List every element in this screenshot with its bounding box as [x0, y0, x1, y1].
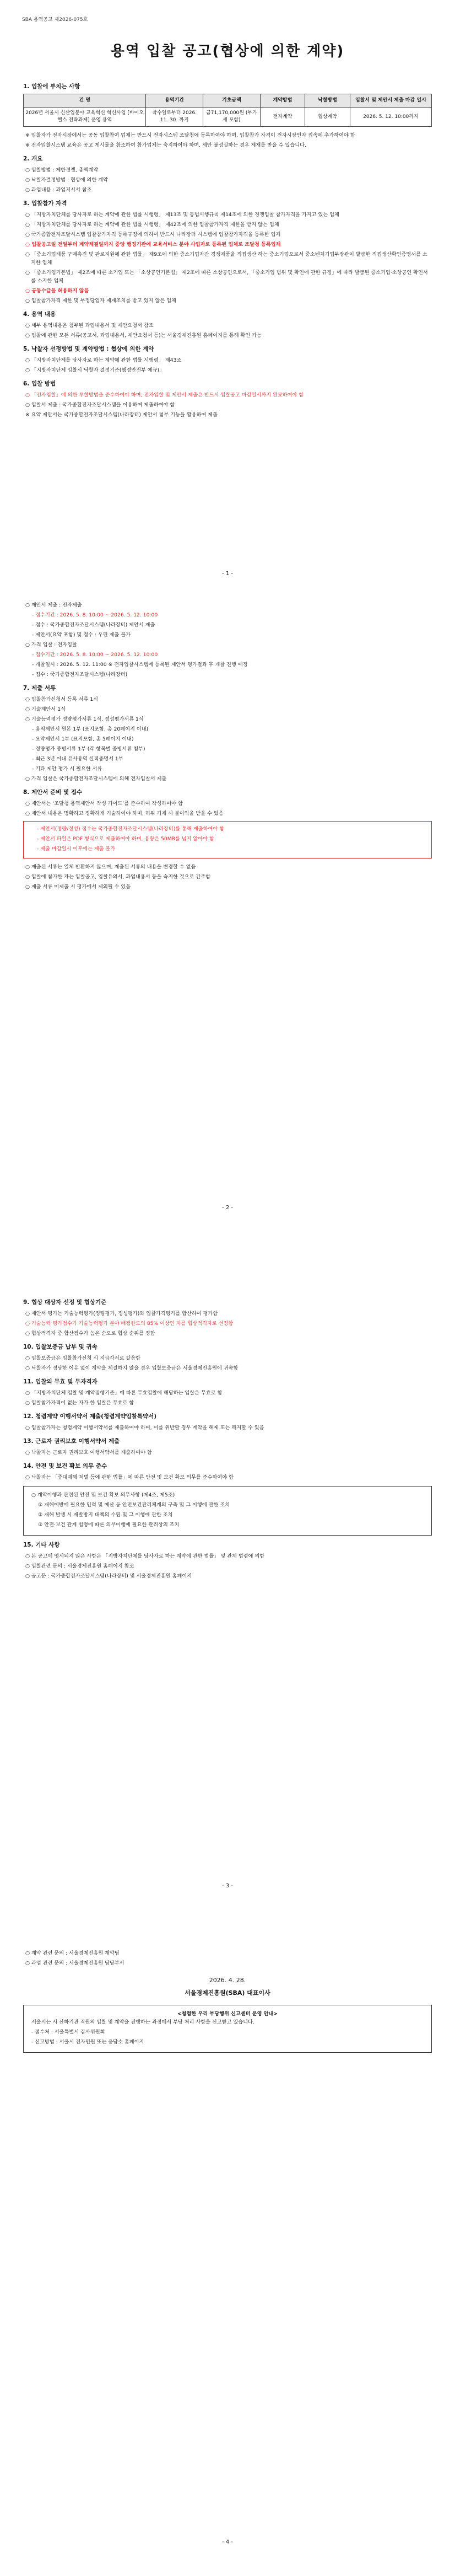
section-title: 9. 협상 대상자 선정 및 협상기준: [23, 1299, 107, 1306]
list-item: ○ 제안서 제출 : 전자제출: [25, 602, 82, 608]
table-cell: 전자계약: [260, 108, 305, 127]
section-title: 10. 입찰보증금 납부 및 귀속: [23, 1344, 98, 1350]
list-item: ○ 「중소기업기본법」 제2조에 따른 소기업 또는 「소상공인기본법」 제2조에 따른 소상공인으로서, 「중소기업 범위 및 확인에 관한 규정」에 따라 발급된 중소기업·소상공인 확인서를 소지한 업체: [25, 270, 428, 284]
table-header: 용역기간: [146, 94, 203, 108]
list-item: ○ 입찰참가자격 제한 및 부정당업자 제재조치를 받고 있지 않은 업체: [25, 298, 176, 304]
table-header-row: [24, 94, 432, 108]
list-item: ○ 입찰참가신청서 등록 서류 1식: [25, 696, 99, 702]
list-item: ○ 과업내용 : 과업지시서 참조: [25, 187, 92, 193]
list-item: ○ 협상적격자 중 합산점수가 높은 순으로 협상 순위를 정함: [25, 1330, 155, 1337]
list-item: ① 재해예방에 필요한 인력 및 예산 등 안전보건관리체계의 구축 및 그 이행에 관한 조치: [38, 1502, 230, 1508]
list-item: ○ 세부 용역내용은 첨부된 과업내용서 및 제안요청서 참조: [25, 323, 154, 329]
section-title: 12. 청렴계약 이행서약서 제출(청렴계약입찰특약서): [23, 1413, 157, 1420]
bid-info-table: [23, 94, 432, 127]
list-item: - 개찰일시 : 2026. 5. 12. 11:00 ※ 전자입찰시스템에 등록된 제안서 평가결과 후 개찰 진행 예정: [32, 662, 248, 668]
list-item: ○ 가격 입찰 : 전자입찰: [25, 642, 77, 648]
document-number: SBA 용역공고 제2026-075호: [22, 17, 88, 23]
list-item: ○ 「지방자치단체 입찰 및 계약집행기준」에 따른 무효입찰에 해당하는 입찰은 무효로 함: [25, 1390, 223, 1396]
list-item: ○ 「지방자치단체 입찰시 낙찰자 결정기준(행정안전부 예규)」: [25, 367, 165, 373]
list-item: - 제안서(요약 포함) 및 접수 : 우편 제출 불가: [32, 632, 131, 638]
page-number: - 4 -: [222, 2539, 233, 2545]
list-item: - 요약제안서 1부 (표지포함, 총 5페이지 이내): [32, 736, 134, 742]
list-item: - 접수 : 국가종합전자조달시스템(나라장터) 제안서 제출: [32, 622, 155, 628]
list-item: ○ 「지방자치단체를 당사자로 하는 계약에 관한 법률 시행령」 제42조에 의한 입찰참가자격 제한을 받지 않는 업체: [25, 222, 279, 228]
list-item: ○ 계약 관련 문의 : 서울경제진흥원 계약팀: [25, 1950, 120, 1956]
page-title: 용역 입찰 공고(협상에 의한 계약): [110, 43, 345, 60]
list-item: 서울시는 시 산하기관 직원의 입찰 및 계약을 진행하는 과정에서 부당 처리 사항을 신고받고 있습니다.: [31, 2019, 254, 2025]
list-item: ○ 기술능력평가 정량평가서류 1식, 정성평가서류 1식: [25, 716, 144, 722]
list-item: ○ 과업 관련 문의 : 서울경제진흥원 담당부서: [25, 1960, 124, 1966]
list-item: ○ 낙찰자는 「중대재해 처벌 등에 관한 법률」에 따른 안전 및 보건 확보 의무를 준수하여야 함: [25, 1474, 234, 1480]
section-title: 7. 제출 서류: [23, 685, 56, 691]
section-title: 3. 입찰참가 자격: [23, 200, 67, 207]
box-title: <청렴한 우리 부당행위 신고센터 운영 안내>: [177, 2011, 278, 2017]
list-item: - 접수처 : 서울특별시 감사위원회: [31, 2029, 105, 2035]
list-item: ○ 입찰보증금은 입찰참가신청 시 지급각서로 갈음함: [25, 1355, 140, 1361]
list-item: - 접수 : 국가종합전자조달시스템(나라장터): [32, 672, 128, 678]
announcement-date: 2026. 4. 28.: [209, 1977, 246, 1984]
table-cell: 2026년 서울시 신산업분야 교육혁신 혁신사업 [바이오헬스 전략과제] 운영 용역: [24, 108, 146, 127]
list-item: - 접수기간 : 2026. 5. 8. 10:00 ~ 2026. 5. 12. 10:00: [32, 652, 158, 658]
section-title: 1. 입찰에 부치는 사항: [23, 83, 80, 90]
list-item: ○ 「지방자치단체를 당사자로 하는 계약에 관한 법률 시행령」 제43조: [25, 357, 182, 363]
list-item: ※ 요약 제안서는 국가종합전자조달시스템(나라장터) 제안서 첨부 기능을 활용하여 제출: [25, 412, 218, 418]
table-header: 계약방법: [260, 94, 305, 108]
list-item: - 정량평가 증빙서류 1부 (각 항목별 증빙서류 첨부): [32, 746, 145, 752]
list-item: ○ 입찰공고일 전일부터 계약체결일까지 중앙 행정기관에 교육서비스 분야 사업자로 등록된 업체로 조달청 등록업체: [25, 242, 281, 248]
list-item: - 제출 마감일시 이후에는 제출 불가: [37, 846, 116, 852]
list-item: ○ 국가종합전자조달시스템 입찰참가자격 등록규정에 의하여 반드시 나라장터 시스템에 입찰참가자격을 등록한 업체: [25, 232, 281, 238]
section-title: 15. 기타 사항: [23, 1542, 60, 1548]
list-item: ○ 입찰에 참가한 자는 입찰공고, 입찰유의서, 과업내용서 등을 숙지한 것으로 간주함: [25, 874, 210, 880]
list-item: - 기타 제안 평가 시 필요한 서류: [32, 766, 102, 772]
list-item: - 접수기간 : 2026. 5. 8. 10:00 ~ 2026. 5. 12. 10:00: [32, 612, 158, 618]
announcement-body: [23, 601, 432, 893]
section-title: 2. 개요: [23, 155, 43, 162]
list-item: ○ 공고문 : 국가종합전자조달시스템(나라장터) 및 서울경제진흥원 홈페이지: [25, 1573, 192, 1579]
announcement-body: [23, 77, 432, 421]
table-header: 입찰서 및 제안서 제출 마감 일시: [350, 94, 431, 108]
page-number: - 3 -: [222, 1883, 233, 1889]
announcement-body: [23, 1949, 432, 2057]
list-item: ○ 입찰서 제출 : 국가종합전자조달시스템을 이용하여 제출하여야 함: [25, 402, 175, 408]
table-cell: 2026. 5. 12. 10:00까지: [350, 108, 431, 127]
list-item: ○ 「지방자치단체를 당사자로 하는 계약에 관한 법률 시행령」 제13조 및 동법시행규칙 제14조에 의한 경쟁입찰 참가자격을 가지고 있는 업체: [25, 212, 339, 218]
page-number: - 1 -: [222, 571, 233, 577]
list-item: ○ 입찰참가자는 청렴계약 이행서약서를 제출하여야 하며, 이를 위반할 경우 계약을 해제 또는 해지할 수 있음: [25, 1425, 264, 1431]
safety-notice-box: [23, 1486, 432, 1536]
table-cell: 착수일로부터 2026. 11. 30. 까지: [146, 108, 203, 127]
list-item: - 제안서 파일은 PDF 형식으로 제출하여야 하며, 용량은 50MB를 넘지 않아야 함: [37, 836, 214, 842]
list-item: ○ 입찰방법 : 제한경쟁, 총액계약: [25, 167, 99, 173]
table-header: 기초금액: [203, 94, 261, 108]
list-item: ○ 제출 서류 미제출 시 평가에서 제외될 수 있음: [25, 884, 131, 890]
list-item: ○ 기술제안서 1식: [25, 706, 66, 712]
table-row: [24, 108, 432, 127]
list-item: ○ 입찰관련 문의 : 서울경제진흥원 홈페이지 참조: [25, 1563, 134, 1569]
list-item: ② 재해 발생 시 재발방지 대책의 수립 및 그 이행에 관한 조치: [38, 1512, 173, 1518]
list-item: ○ 가격 입찰은 국가종합전자조달시스템에 의해 전자입찰서 제출: [25, 776, 167, 782]
list-item: - 제안서(정량/정성) 접수는 국가종합전자조달시스템(나라장터)를 통해 제출하여야 함: [37, 826, 225, 832]
list-item: ○ 「전자입찰」에 의한 투찰방법을 준수하여야 하며, 전자입찰 및 제안서 제출은 반드시 입찰공고 마감일시까지 완료하여야 함: [25, 392, 304, 398]
list-item: ○ 기술능력 평가점수가 기술능력평가 분야 배점한도의 85% 이상인 자를 협상적격자로 선정함: [25, 1321, 234, 1327]
list-item: - 용역제안서 원본 1부 (표지포함, 총 20페이지 이내): [32, 726, 149, 732]
page-number: - 2 -: [222, 1205, 233, 1211]
issuing-organization: 서울경제진흥원(SBA) 대표이사: [185, 1989, 270, 1997]
list-item: ○ 제출된 서류는 일체 반환하지 않으며, 제출된 서류의 내용을 변경할 수 없음: [25, 864, 196, 870]
list-item: ○ 본 공고에 명시되지 않은 사항은 「지방자치단체를 당사자로 하는 계약에 관한 법률」 및 관계 법령에 의함: [25, 1553, 265, 1559]
note-text: ※ 입찰자가 전자시장에서는 공동 입찰참여 업체는 반드시 전자시스템 조달청에 등록하여야 하며, 입찰참가 자격이 전자시장인자 접속에 추가하여야 함: [25, 132, 355, 138]
announcement-body: [23, 1293, 432, 1582]
list-item: ○ 제안서는 ‘조달청 용역제안서 작성 가이드’를 준수하여 작성하여야 함: [25, 801, 183, 807]
list-item: ○ 제안서 내용은 명확하고 정확하게 기술하여야 하며, 허위 기재 시 불이익을 받을 수 있음: [25, 811, 224, 817]
table-cell: 협상계약: [305, 108, 350, 127]
list-item: ○ 공동수급을 허용하지 않음: [25, 288, 89, 294]
list-item: ○ 계약이행과 관련된 안전 및 보건 확보 의무사항 (제4조, 제5조): [31, 1492, 175, 1498]
integrity-center-box: [23, 2005, 432, 2053]
list-item: - 신고방법 : 서울시 전자민원 또는 응답소 홈페이지: [31, 2039, 144, 2045]
note-text: ※ 전자입찰시스템 교육은 공고 게시물을 참조하여 참가업체는 숙지하여야 하며, 제안 불성실하는 경우 제재를 받을 수 있습니다.: [25, 142, 306, 148]
list-item: ○ 낙찰자결정방법 : 협상에 의한 계약: [25, 177, 108, 183]
section-title: 8. 제안서 준비 및 접수: [23, 789, 83, 796]
list-item: ○ 낙찰자가 정당한 이유 없이 계약을 체결하지 않을 경우 입찰보증금은 서울경제진흥원에 귀속함: [25, 1365, 239, 1371]
list-item: ○ 낙찰자는 근로자 권리보호 이행서약서를 제출하여야 함: [25, 1450, 152, 1456]
section-title: 14. 안전 및 보건 확보 의무 준수: [23, 1463, 107, 1469]
section-title: 11. 입찰의 무효 및 무자격자: [23, 1378, 98, 1385]
table-header: 낙찰방법: [305, 94, 350, 108]
section-title: 6. 입찰 방법: [23, 380, 56, 387]
list-item: ○ 입찰참가자격이 없는 자가 한 입찰은 무효로 함: [25, 1400, 134, 1406]
section-title: 5. 낙찰자 선정방법 및 계약방법 : 협상에 의한 계약: [23, 346, 154, 352]
list-item: ③ 안전·보건 관계 법령에 따른 의무이행에 필요한 관리상의 조치: [38, 1522, 180, 1528]
list-item: - 최근 3년 이내 유사용역 실적증명서 1부: [32, 756, 123, 762]
section-title: 13. 근로자 권리보호 이행서약서 제출: [23, 1438, 120, 1445]
section-title: 4. 용역 내용: [23, 311, 56, 318]
list-item: ○ 입찰에 관한 모든 서류(공고서, 과업내용서, 제안요청서 등)는 서울경제진흥원 홈페이지를 통해 확인 가능: [25, 332, 262, 339]
list-item: ○ 제안서 평가는 기술능력평가(정량평가, 정성평가)와 입찰가격평가를 합산하여 평가함: [25, 1311, 218, 1317]
notice-box: [23, 821, 432, 858]
list-item: ○ 「중소기업제품 구매촉진 및 판로지원에 관한 법률」 제9조에 의한 중소기업자간 경쟁제품을 직접생산 하는 중소기업으로서 중소벤처기업부장관이 발급한 직접생산확인증명서를 소지한 업체: [25, 251, 427, 266]
table-cell: 금71,170,000원 (부가세 포함): [203, 108, 261, 127]
table-header: 건 명: [24, 94, 146, 108]
